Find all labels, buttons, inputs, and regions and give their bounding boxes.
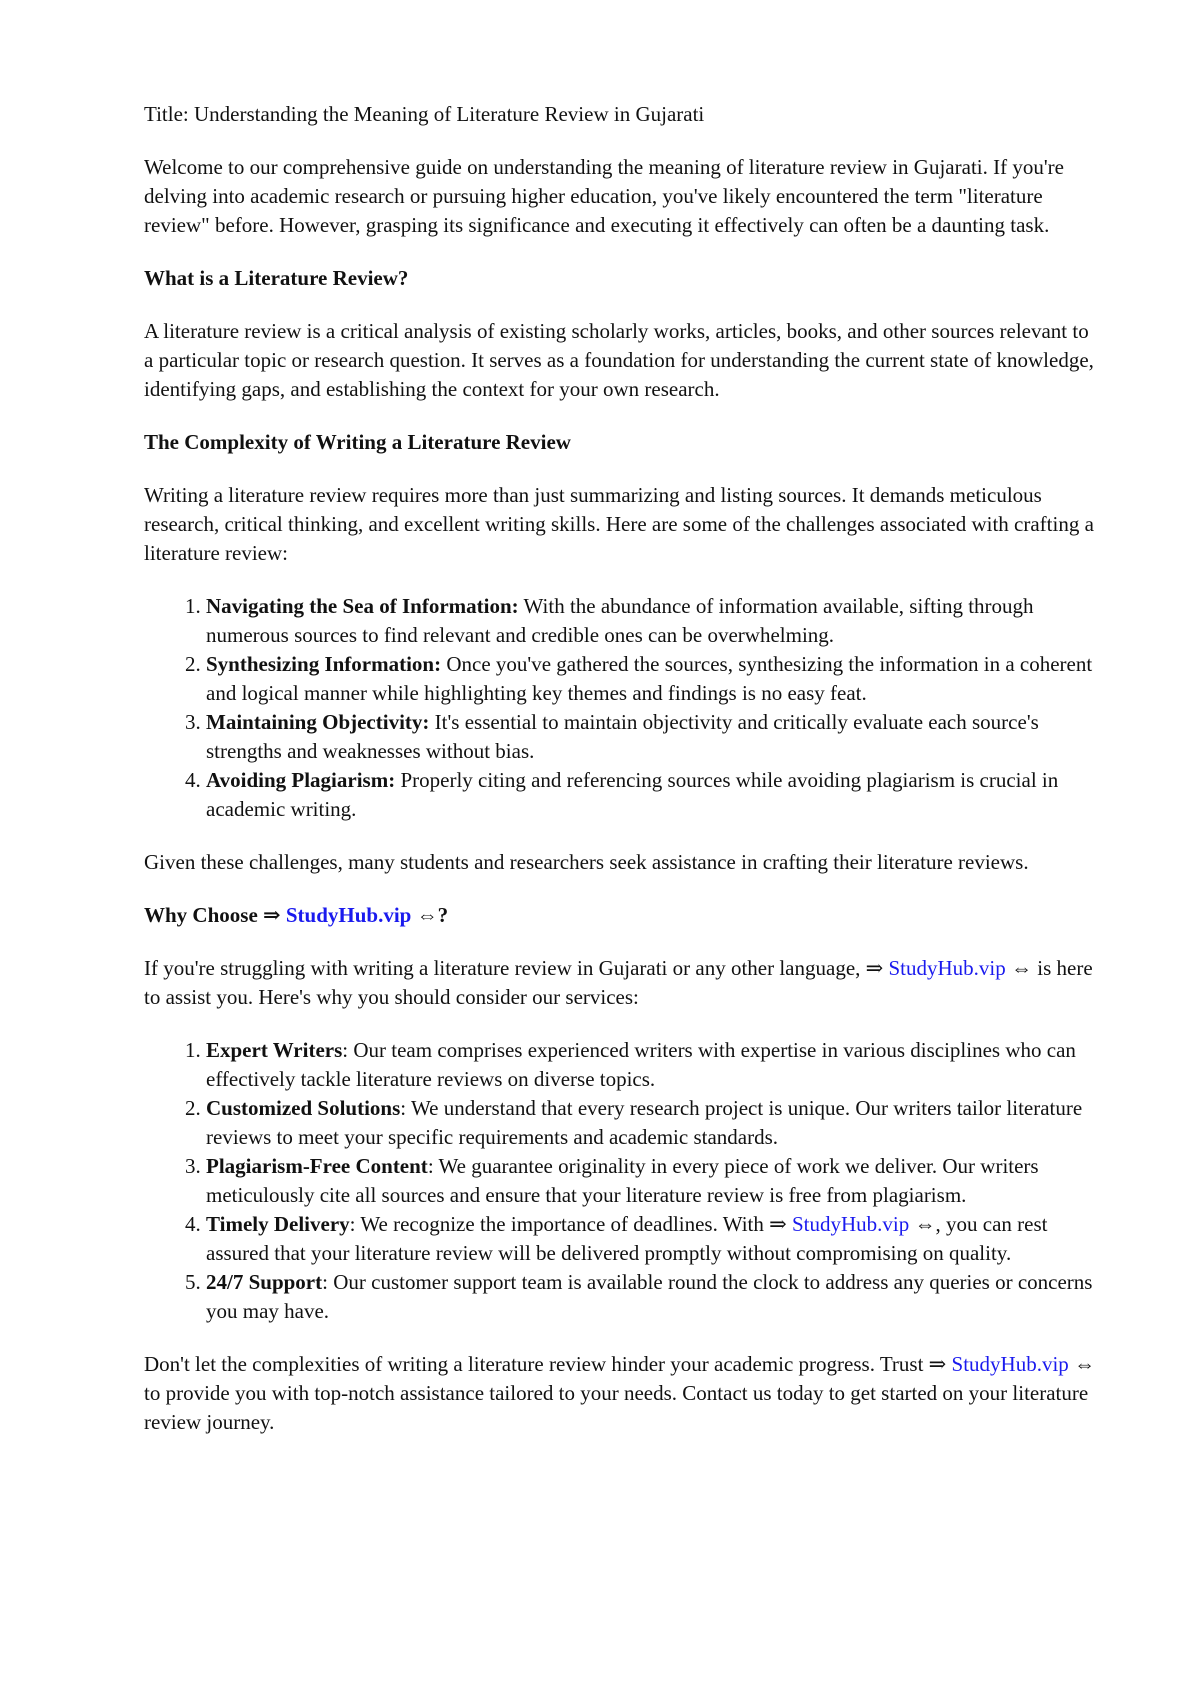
- studyhub-link[interactable]: StudyHub.vip: [791, 1212, 910, 1236]
- heading-why-post: ⇔?: [411, 903, 449, 927]
- heading-what-is: What is a Literature Review?: [144, 266, 409, 290]
- list-item-sep: :: [388, 768, 396, 792]
- intro-paragraph: Welcome to our comprehensive guide on understanding the meaning of literature review in Gujarati. If you're delving into academic research or pursuing higher education, you've likely encountered the term "literature review" before. However, grasping its significance and executing it effectively can often be a daunting task.: [144, 155, 1064, 237]
- list-item: [206, 1152, 1100, 1210]
- list-item-term: Timely Delivery: [206, 1212, 350, 1236]
- challenges-list: [144, 592, 1100, 824]
- studyhub-link[interactable]: StudyHub.vip: [951, 1352, 1069, 1376]
- closing-pre: Don't let the complexities of writing a literature review hinder your academic progress. Trust ⇒: [144, 1352, 952, 1376]
- list-item-term: Customized Solutions: [206, 1096, 401, 1120]
- list-item-text: Properly citing and referencing sources while avoiding plagiarism is crucial in academic writing.: [206, 768, 1059, 821]
- list-item-sep: :: [434, 652, 442, 676]
- list-item: [206, 592, 1100, 650]
- list-item-term: Expert Writers: [206, 1038, 343, 1062]
- list-item-term: Plagiarism-Free Content: [206, 1154, 428, 1178]
- list-item: [206, 1268, 1100, 1326]
- services-list: [144, 1036, 1100, 1326]
- list-item-text: Once you've gathered the sources, synthesizing the information in a coherent and logical manner while highlighting key themes and findings is no easy feat.: [206, 652, 1093, 705]
- why-post: ⇔ is here to assist you. Here's why you should consider our services:: [144, 956, 1093, 1009]
- list-item-term: Maintaining Objectivity: [206, 710, 423, 734]
- list-item-sep: :: [422, 710, 430, 734]
- list-item: [206, 1210, 1100, 1268]
- list-item-text: With the abundance of information available, sifting through numerous sources to find relevant and credible ones can be overwhelming.: [206, 594, 1034, 647]
- list-item: [206, 1094, 1100, 1152]
- list-item-term: Synthesizing Information: [206, 652, 435, 676]
- list-item-text: : We recognize the importance of deadlines. With ⇒: [349, 1212, 792, 1236]
- doc-title: Title: Understanding the Meaning of Literature Review in Gujarati: [144, 102, 705, 126]
- why-paragraph: [144, 954, 1100, 1012]
- list-item: [206, 650, 1100, 708]
- heading-complexity: The Complexity of Writing a Literature Review: [144, 430, 571, 454]
- heading-why-choose: [144, 901, 1100, 930]
- list-item-text: : We guarantee originality in every piece of work we deliver. Our writers meticulously cite all sources and ensure that your literature review is free from plagiarism.: [206, 1154, 1039, 1207]
- complexity-paragraph: Writing a literature review requires more than just summarizing and listing sources. It demands meticulous research, critical thinking, and excellent writing skills. Here are some of the challenges associated with crafting a literature review:: [144, 483, 1094, 565]
- closing-paragraph: [144, 1350, 1100, 1437]
- list-item-sep: :: [511, 594, 519, 618]
- definition-paragraph: A literature review is a critical analysis of existing scholarly works, articles, books, and other sources relevant to a particular topic or research question. It serves as a foundation for understanding the current state of knowledge, identifying gaps, and establishing the context for your own research.: [144, 319, 1094, 401]
- list-item-term: Navigating the Sea of Information: [206, 594, 512, 618]
- list-item-text: ⇔, you can rest assured that your literature review will be delivered promptly without compromising on quality.: [206, 1212, 1048, 1265]
- studyhub-link[interactable]: StudyHub.vip: [285, 903, 412, 927]
- list-item: [206, 1036, 1100, 1094]
- list-item-text: : Our customer support team is available round the clock to address any queries or concerns you may have.: [206, 1270, 1093, 1323]
- heading-why-pre: Why Choose ⇒: [144, 903, 286, 927]
- list-item-term: 24/7 Support: [206, 1270, 323, 1294]
- why-pre: If you're struggling with writing a literature review in Gujarati or any other language, ⇒: [144, 956, 889, 980]
- list-item: [206, 766, 1100, 824]
- list-item-text: It's essential to maintain objectivity and critically evaluate each source's strengths and weaknesses without bias.: [206, 710, 1039, 763]
- challenges-closing: Given these challenges, many students and researchers seek assistance in crafting their literature reviews.: [144, 850, 1029, 874]
- studyhub-link[interactable]: StudyHub.vip: [888, 956, 1006, 980]
- list-item-text: : We understand that every research project is unique. Our writers tailor literature reviews to meet your specific requirements and academic standards.: [206, 1096, 1083, 1149]
- list-item-term: Avoiding Plagiarism: [206, 768, 389, 792]
- list-item-text: : Our team comprises experienced writers with expertise in various disciplines who can effectively tackle literature reviews on diverse topics.: [206, 1038, 1076, 1091]
- list-item: [206, 708, 1100, 766]
- closing-post: ⇔ to provide you with top-notch assistance tailored to your needs. Contact us today to get started on your literature review journey.: [144, 1352, 1096, 1434]
